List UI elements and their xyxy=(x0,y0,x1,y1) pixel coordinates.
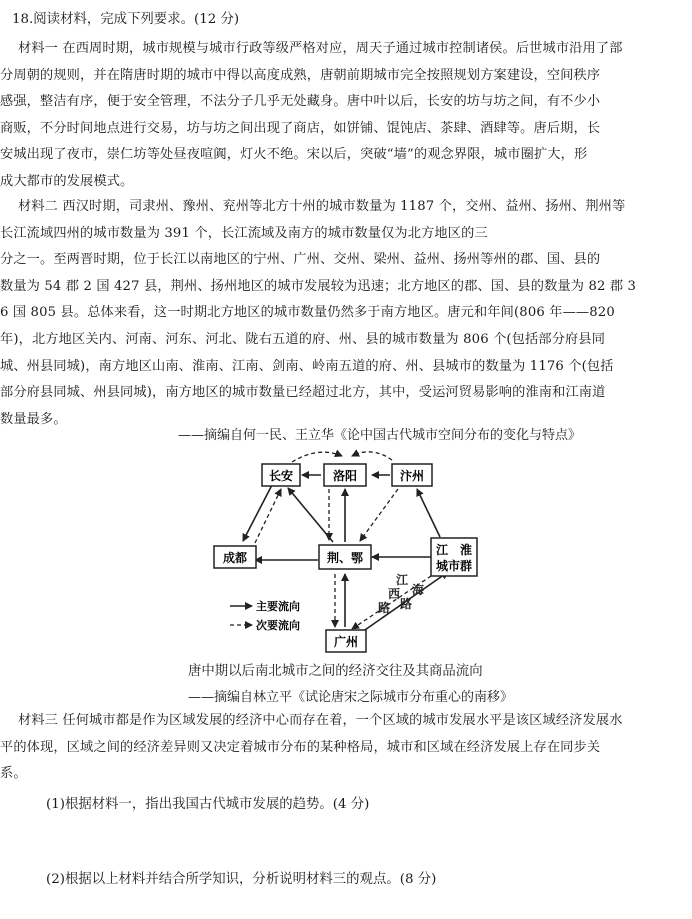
node-label: 城市群 xyxy=(435,559,473,573)
material-two-line: 数量最多。 xyxy=(0,411,67,427)
material-three xyxy=(0,708,668,788)
material-one-line: 感强，整洁有序，便于安全管理，不法分子几乎无处藏身。唐中叶以后，长安的坊与坊之间，有不少小 xyxy=(0,94,601,110)
node-jianghuai xyxy=(431,538,477,576)
question-title: 18.阅读材料，完成下列要求。(12 分) xyxy=(12,12,240,27)
route-label-jiangxi: 江 xyxy=(396,573,409,587)
material-two-line: 城、州县同城)，南方地区山南、淮南、江南、剑南、岭南五道的府、州、县城市的数量为 1176 个(包括 xyxy=(0,358,614,374)
material-two-source: ——摘编自何一民、王立华《论中国古代城市空间分布的变化与特点》 xyxy=(178,428,582,443)
material-one-line: 安城出现了夜市，崇仁坊等处昼夜喧阗，灯火不绝。宋以后，突破“墙”的观念界限，城市圈扩大，形 xyxy=(0,147,588,163)
question-one: (1)根据材料一，指出我国古代城市发展的趋势。(4 分) xyxy=(46,797,370,812)
node-label: 广州 xyxy=(333,635,359,649)
node-label: 江 淮 xyxy=(435,543,473,557)
material-two-line: 分之一。至两晋时期，位于长江以南地区的宁州、广州、交州、梁州、益州、扬州等州的郡、国、县的 xyxy=(0,252,601,268)
diagram-caption: 唐中期以后南北城市之间的经济交往及其商品流向 xyxy=(188,664,483,679)
node-luoyang xyxy=(324,464,366,486)
flow-jiangnan-bianzhou xyxy=(417,489,440,537)
node-label: 洛阳 xyxy=(332,469,358,483)
material-one xyxy=(0,36,668,196)
material-two-line: 数量为 54 郡 2 国 427 县，荆州、扬州地区的城市发展较为迅速；北方地区的郡、国、县的数量为 82 郡 3 xyxy=(0,278,637,294)
flow-changan-chengdu xyxy=(243,485,272,541)
node-changan xyxy=(262,464,300,486)
material-three-line: 平的体现，区域之间的经济差异则又决定着城市分布的某种格局，城市和区域在经济发展上存在同步关 xyxy=(0,739,601,755)
legend-secondary-label: 次要流向 xyxy=(256,619,300,632)
node-label: 汴州 xyxy=(399,469,425,483)
node-guangzhou xyxy=(326,630,366,652)
question-two: (2)根据以上材料并结合所学知识，分析说明材料三的观点。(8 分) xyxy=(46,872,437,887)
trade-flow-diagram xyxy=(0,444,692,674)
material-one-line: 商贩，不分时间地点进行交易，坊与坊之间出现了商店，如饼铺、馄饨店、茶肆、酒肆等。唐后期，长 xyxy=(0,120,601,136)
material-two-line: 材料二 西汉时期，司隶州、豫州、兖州等北方十州的城市数量为 1187 个，交州、益州、扬州、荆州等 xyxy=(18,199,626,214)
flow-bianzhou-north xyxy=(352,452,392,460)
material-one-line: 分周朝的规则，并在隋唐时期的城市中得以高度成熟，唐朝前期城市完全按照规划方案建设，空间秩序 xyxy=(0,67,601,83)
node-jinge xyxy=(319,545,371,569)
flow-jinge-changan xyxy=(288,488,333,542)
route-label-jiangxi: 西 xyxy=(388,587,401,601)
material-three-line: 材料三 任何城市都是作为区域发展的经济中心而存在着，一个区域的城市发展水平是该区域经济发展水 xyxy=(18,713,623,728)
material-two-line: 部分府县同城、州县同城)，南方地区的城市数量已经超过北方，其中，受运河贸易影响的淮南和江南道 xyxy=(0,385,606,401)
flow-changan-north xyxy=(292,452,342,462)
node-chengdu xyxy=(214,546,256,568)
flow-chengdu-changan xyxy=(255,489,281,543)
material-two-line: 长江流域四州的城市数量为 391 个，长江流域及南方的城市数量仅为北方地区的三 xyxy=(0,225,488,241)
diagram-source: ——摘编自林立平《试论唐宋之际城市分布重心的南移》 xyxy=(188,690,514,705)
route-label-jiangxi: 路 xyxy=(378,601,391,615)
route-label-hai: 路 xyxy=(400,597,413,611)
material-two-line: 年)，北方地区关内、河南、河东、河北、陇右五道的府、州、县的城市数量为 806 个(包括部分府县同 xyxy=(0,331,606,347)
flow-bianzhou-jinge xyxy=(360,489,398,541)
material-three-line: 系。 xyxy=(0,766,27,782)
material-two-line: 6 国 805 县。总体来看，这一时期北方地区的城市数量仍然多于南方地区。唐元和年间(806 年——820 xyxy=(0,305,615,321)
node-label: 荆、鄂 xyxy=(326,551,364,565)
node-bianzhou xyxy=(392,464,432,486)
material-one-line: 成大都市的发展模式。 xyxy=(0,173,134,189)
material-one-line: 材料一 在西周时期，城市规模与城市行政等级严格对应，周天子通过城市控制诸侯。后世城市沿用了部 xyxy=(18,41,623,56)
node-label: 成都 xyxy=(222,551,248,565)
route-label-hai: 海 xyxy=(412,583,425,597)
legend xyxy=(230,599,300,632)
material-two xyxy=(0,194,668,433)
legend-main-label: 主要流向 xyxy=(256,600,300,613)
node-label: 长安 xyxy=(268,469,294,483)
